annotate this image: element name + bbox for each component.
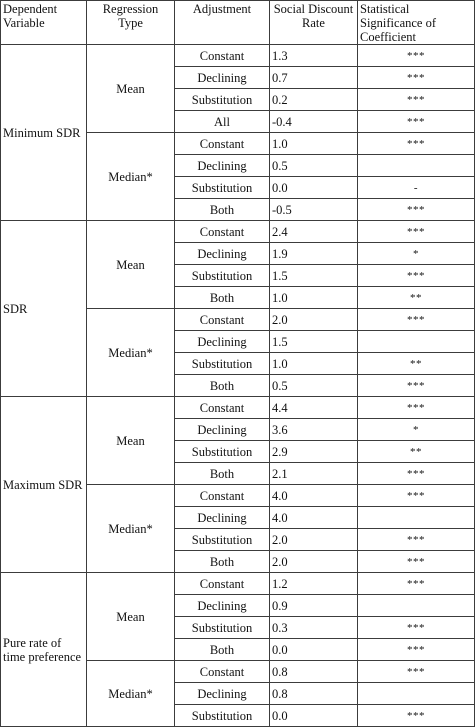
adjustment-cell: Declining xyxy=(175,419,270,441)
discount-rate-cell: 0.9 xyxy=(270,595,358,617)
significance-cell: - xyxy=(358,177,475,199)
discount-rate-cell: 1.0 xyxy=(270,287,358,309)
adjustment-cell: Constant xyxy=(175,573,270,595)
discount-rate-cell: 0.8 xyxy=(270,683,358,705)
significance-cell: *** xyxy=(358,639,475,661)
regression-type-cell: Mean xyxy=(87,573,175,661)
discount-rate-cell: 2.0 xyxy=(270,529,358,551)
adjustment-cell: Substitution xyxy=(175,617,270,639)
adjustment-cell: Both xyxy=(175,375,270,397)
header-dependent-variable: Dependent Variable xyxy=(1,1,87,45)
significance-cell: *** xyxy=(358,397,475,419)
discount-rate-cell: 0.2 xyxy=(270,89,358,111)
regression-type-cell: Median* xyxy=(87,133,175,221)
adjustment-cell: Constant xyxy=(175,661,270,683)
discount-rate-cell: 2.1 xyxy=(270,463,358,485)
significance-cell: *** xyxy=(358,89,475,111)
significance-cell xyxy=(358,595,475,617)
discount-rate-cell: 1.0 xyxy=(270,353,358,375)
significance-cell: *** xyxy=(358,463,475,485)
header-significance: Statistical Significance of Coefficient xyxy=(358,1,475,45)
header-social-discount-rate: Social Discount Rate xyxy=(270,1,358,45)
adjustment-cell: Both xyxy=(175,639,270,661)
header-adjustment: Adjustment xyxy=(175,1,270,45)
discount-rate-cell: 0.0 xyxy=(270,639,358,661)
significance-cell: * xyxy=(358,243,475,265)
discount-rate-cell: 4.0 xyxy=(270,485,358,507)
discount-rate-cell: 2.0 xyxy=(270,309,358,331)
regression-type-cell: Median* xyxy=(87,485,175,573)
adjustment-cell: Declining xyxy=(175,595,270,617)
adjustment-cell: Constant xyxy=(175,485,270,507)
significance-cell: *** xyxy=(358,133,475,155)
adjustment-cell: Declining xyxy=(175,67,270,89)
dependent-variable-cell: Minimum SDR xyxy=(1,45,87,221)
significance-cell: *** xyxy=(358,45,475,67)
discount-rate-cell: -0.5 xyxy=(270,199,358,221)
adjustment-cell: Declining xyxy=(175,331,270,353)
significance-cell: *** xyxy=(358,617,475,639)
adjustment-cell: Both xyxy=(175,287,270,309)
significance-cell xyxy=(358,507,475,529)
significance-cell: *** xyxy=(358,265,475,287)
regression-type-cell: Mean xyxy=(87,397,175,485)
significance-cell: *** xyxy=(358,199,475,221)
discount-rate-cell: 1.2 xyxy=(270,573,358,595)
table-header-row xyxy=(1,1,475,45)
discount-rate-cell: -0.4 xyxy=(270,111,358,133)
adjustment-cell: Declining xyxy=(175,507,270,529)
regression-type-cell: Median* xyxy=(87,661,175,727)
discount-rate-cell: 1.5 xyxy=(270,331,358,353)
adjustment-cell: Both xyxy=(175,199,270,221)
significance-cell: ** xyxy=(358,353,475,375)
adjustment-cell: Both xyxy=(175,463,270,485)
discount-rate-cell: 0.0 xyxy=(270,177,358,199)
significance-cell: ** xyxy=(358,441,475,463)
significance-cell: *** xyxy=(358,705,475,727)
table-row xyxy=(1,45,475,67)
table-row xyxy=(1,397,475,419)
adjustment-cell: Constant xyxy=(175,309,270,331)
regression-type-cell: Mean xyxy=(87,45,175,133)
discount-rate-cell: 1.0 xyxy=(270,133,358,155)
table-row xyxy=(1,221,475,243)
discount-rate-cell: 2.4 xyxy=(270,221,358,243)
adjustment-cell: Substitution xyxy=(175,705,270,727)
dependent-variable-cell: Pure rate of time preference xyxy=(1,573,87,727)
discount-rate-cell: 0.8 xyxy=(270,661,358,683)
discount-rate-cell: 0.5 xyxy=(270,375,358,397)
discount-rate-cell: 0.5 xyxy=(270,155,358,177)
discount-rate-cell: 1.9 xyxy=(270,243,358,265)
significance-cell: *** xyxy=(358,111,475,133)
adjustment-cell: Substitution xyxy=(175,441,270,463)
adjustment-cell: Substitution xyxy=(175,89,270,111)
significance-cell: ** xyxy=(358,287,475,309)
adjustment-cell: Constant xyxy=(175,133,270,155)
significance-cell: *** xyxy=(358,529,475,551)
significance-cell: *** xyxy=(358,551,475,573)
significance-cell xyxy=(358,155,475,177)
discount-rate-cell: 0.0 xyxy=(270,705,358,727)
table-row xyxy=(1,573,475,595)
discount-rate-cell: 1.5 xyxy=(270,265,358,287)
adjustment-cell: Constant xyxy=(175,221,270,243)
significance-cell: *** xyxy=(358,485,475,507)
discount-rate-cell: 3.6 xyxy=(270,419,358,441)
discount-rate-cell: 2.9 xyxy=(270,441,358,463)
adjustment-cell: Substitution xyxy=(175,353,270,375)
adjustment-cell: Substitution xyxy=(175,265,270,287)
adjustment-cell: Substitution xyxy=(175,529,270,551)
discount-rate-cell: 0.7 xyxy=(270,67,358,89)
regression-type-cell: Median* xyxy=(87,309,175,397)
discount-rate-cell: 4.4 xyxy=(270,397,358,419)
discount-rate-cell: 4.0 xyxy=(270,507,358,529)
significance-cell xyxy=(358,683,475,705)
adjustment-cell: Both xyxy=(175,551,270,573)
dependent-variable-cell: Maximum SDR xyxy=(1,397,87,573)
significance-cell: *** xyxy=(358,375,475,397)
adjustment-cell: Substitution xyxy=(175,177,270,199)
adjustment-cell: Constant xyxy=(175,397,270,419)
adjustment-cell: All xyxy=(175,111,270,133)
discount-rate-cell: 0.3 xyxy=(270,617,358,639)
adjustment-cell: Declining xyxy=(175,155,270,177)
discount-rate-cell: 2.0 xyxy=(270,551,358,573)
significance-cell: *** xyxy=(358,309,475,331)
discount-rate-cell: 1.3 xyxy=(270,45,358,67)
significance-cell: *** xyxy=(358,661,475,683)
significance-cell: *** xyxy=(358,573,475,595)
header-regression-type: Regression Type xyxy=(87,1,175,45)
significance-cell: *** xyxy=(358,221,475,243)
adjustment-cell: Declining xyxy=(175,683,270,705)
adjustment-cell: Constant xyxy=(175,45,270,67)
significance-cell xyxy=(358,331,475,353)
dependent-variable-cell: SDR xyxy=(1,221,87,397)
regression-type-cell: Mean xyxy=(87,221,175,309)
significance-cell: *** xyxy=(358,67,475,89)
significance-cell: * xyxy=(358,419,475,441)
table-body xyxy=(1,45,475,727)
adjustment-cell: Declining xyxy=(175,243,270,265)
